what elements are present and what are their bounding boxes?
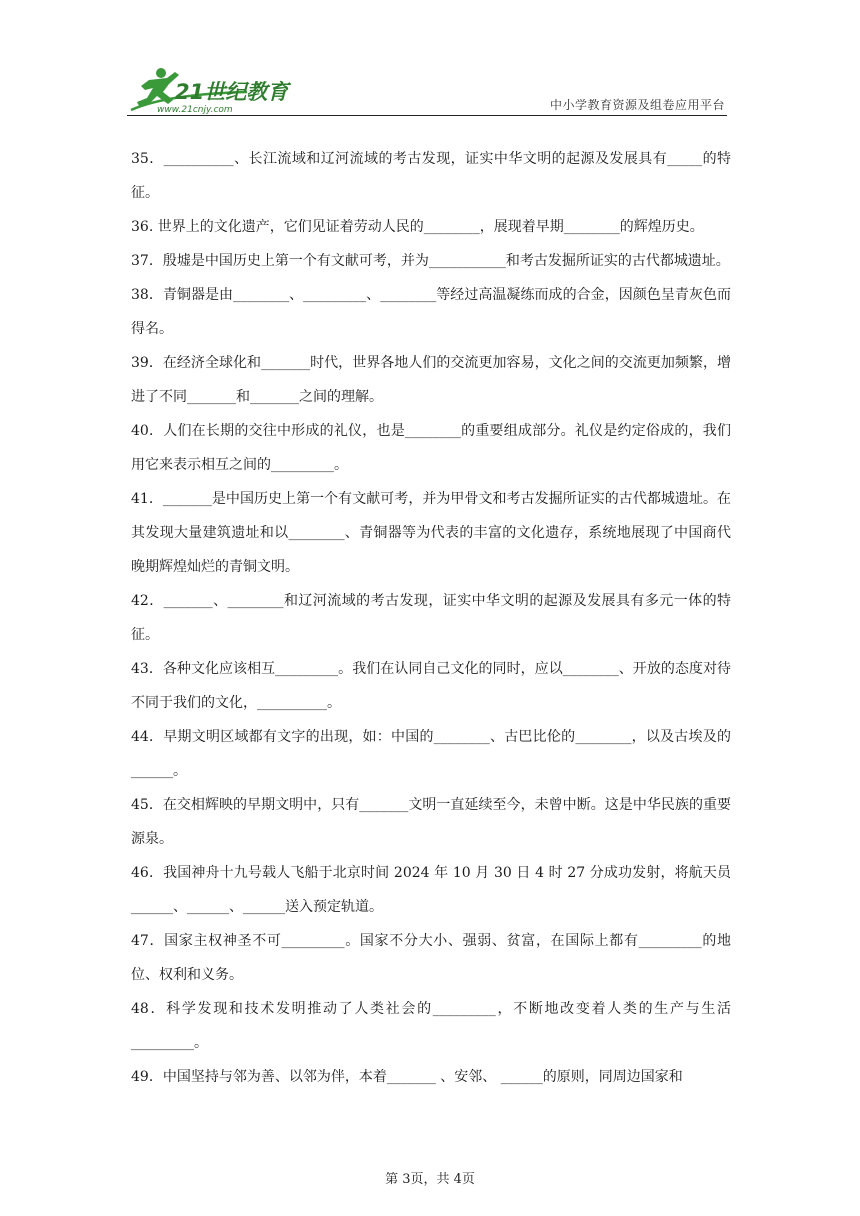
question-35: 35．__________、长江流域和辽河流域的考古发现，证实中华文明的起源及发展具有_____的特征。: [131, 151, 731, 201]
question-42: 42．_______、________和辽河流域的考古发现，证实中华文明的起源及发展具有多元一体的特征。: [131, 593, 731, 643]
question-44: 44．早期文明区域都有文字的出现，如：中国的________、古巴比伦的________，以及古埃及的______。: [131, 729, 731, 779]
question-43: 43．各种文化应该相互_________。我们在认同自己文化的同时，应以________、开放的态度对待不同于我们的文化，__________。: [131, 661, 731, 711]
question-49: 49．中国坚持与邻为善、以邻为伴，本着_______ 、安邻、 ______的原则，同周边国家和: [131, 1069, 683, 1085]
question-48: 48．科学发现和技术发明推动了人类社会的_________，不断地改变着人类的生产与生活_________。: [131, 1001, 731, 1051]
question-41: 41．_______是中国历史上第一个有文献可考，并为甲骨文和考古发掘所证实的古代都城遗址。在其发现大量建筑遗址和以________、青铜器等为代表的丰富的文化遗存，系统地展现了中国商代晚期辉煌灿烂的青铜文明。: [131, 491, 731, 575]
svg-text:www.21cnjy.com: www.21cnjy.com: [157, 105, 233, 114]
question-40: 40．人们在长期的交往中形成的礼仪，也是________的重要组成部分。礼仪是约定俗成的，我们用它来表示相互之间的_________。: [131, 423, 731, 473]
page-header: [127, 66, 727, 116]
logo: [127, 66, 297, 112]
question-46: 46．我国神舟十九号载人飞船于北京时间 2024 年 10 月 30 日 4 时 27 分成功发射，将航天员______、______、______送入预定轨道。: [131, 865, 731, 915]
question-38: 38．青铜器是由________、_________、________等经过高温凝练而成的合金，因颜色呈青灰色而得名。: [131, 287, 731, 337]
question-45: 45．在交相辉映的早期文明中，只有_______文明一直延续至今，未曾中断。这是中华民族的重要源泉。: [131, 797, 731, 847]
header-divider: [127, 115, 727, 116]
question-47: 47．国家主权神圣不可_________。国家不分大小、强弱、贫富，在国际上都有_________的地位、权利和义务。: [131, 933, 731, 983]
logo-runner-icon: [127, 66, 297, 114]
svg-text:21世纪教育: 21世纪教育: [175, 80, 289, 104]
question-37: 37．殷墟是中国历史上第一个有文献可考，并为___________和考古发掘所证实的古代都城遗址。: [131, 253, 730, 269]
platform-name: 中小学教育资源及组卷应用平台: [549, 98, 725, 112]
question-36: 36. 世界上的文化遗产，它们见证着劳动人民的________，展现着早期________的辉煌历史。: [131, 219, 704, 235]
page-number: 第 3页，共 4页: [385, 1172, 475, 1187]
question-list: [131, 142, 731, 1094]
question-39: 39．在经济全球化和_______时代，世界各地人们的交流更加容易，文化之间的交流更加频繁，增进了不同_______和_______之间的理解。: [131, 355, 731, 405]
